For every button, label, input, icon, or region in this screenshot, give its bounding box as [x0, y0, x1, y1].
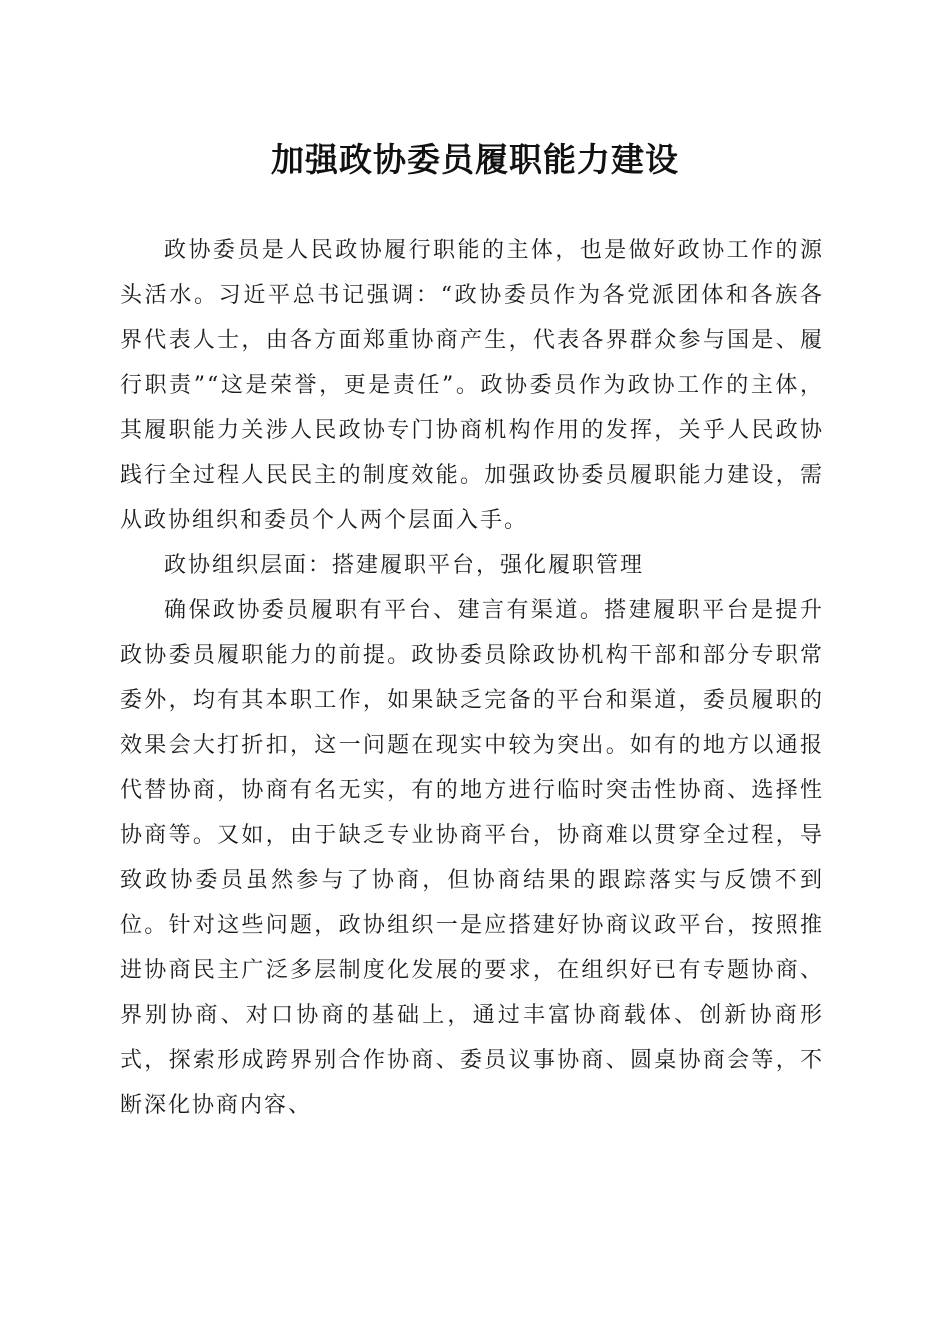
paragraph-platform: 确保政协委员履职有平台、建言有渠道。搭建履职平台是提升政协委员履职能力的前提。政协委员除政协机构干部和部分专职常委外，均有其本职工作，如果缺乏完备的平台和渠道，委员履职的效果会大打折扣，这一问题在现实中较为突出。如有的地方以通报代替协商，协商有名无实，有的地方进行临时突击性协商、选择性协商等。又如，由于缺乏专业协商平台，协商难以贯穿全过程，导致政协委员虽然参与了协商，但协商结果的跟踪落实与反馈不到位。针对这些问题，政协组织一是应搭建好协商议政平台，按照推进协商民主广泛多层制度化发展的要求，在组织好已有专题协商、界别协商、对口协商的基础上，通过丰富协商载体、创新协商形式，探索形成跨界别合作协商、委员议事协商、圆桌协商会等，不断深化协商内容、 — [120, 598, 824, 1118]
section-heading: 政协组织层面：搭建履职平台，强化履职管理 — [164, 553, 645, 578]
paragraph-intro: 政协委员是人民政协履行职能的主体，也是做好政协工作的源头活水。习近平总书记强调：“政协委员作为各党派团体和各族各界代表人士，由各方面郑重协商产生，代表各界群众参与国是、履行职责”“这是荣誉，更是责任”。政协委员作为政协工作的主体，其履职能力关涉人民政协专门协商机构作用的发挥，关乎人民政协践行全过程人民民主的制度效能。加强政协委员履职能力建设，需从政协组织和委员个人两个层面入手。 — [120, 238, 824, 533]
document-body — [120, 228, 824, 1128]
document-title: 加强政协委员履职能力建设 — [271, 140, 679, 179]
